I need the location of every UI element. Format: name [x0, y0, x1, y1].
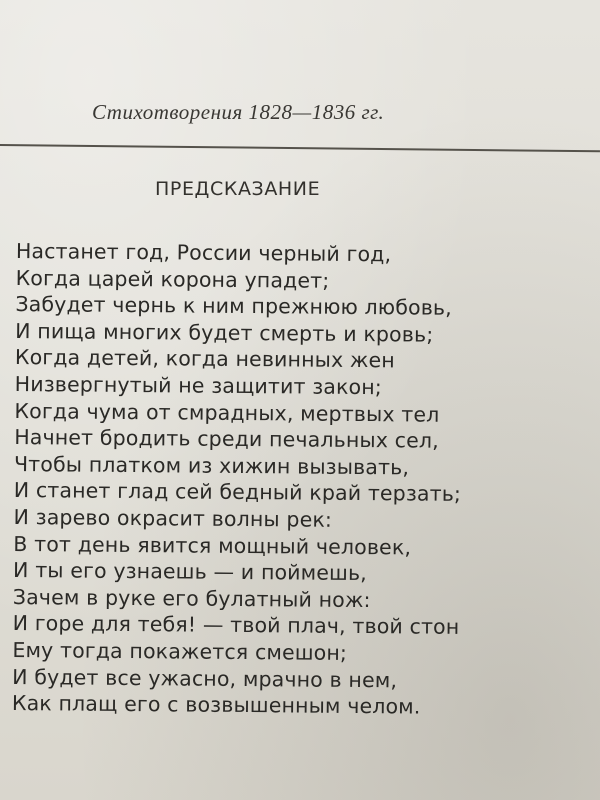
poem-line: И горе для тебя! — твой плач, твой стон: [12, 611, 460, 640]
poem-line: И зарево окрасит волны рек:: [13, 504, 333, 532]
poem-line: Зачем в руке его булатный нож:: [12, 584, 371, 612]
poem-line: Когда детей, когда невинных жен: [14, 345, 396, 373]
poem-body: [12, 238, 596, 722]
poem-line: Ему тогда покажется смешон;: [12, 637, 348, 665]
poem-title: ПРЕДСКАЗАНИЕ: [155, 178, 321, 200]
poem-line: Настанет год, России черный год,: [15, 238, 392, 267]
poem-line: И будет все ужасно, мрачно в нем,: [12, 664, 398, 692]
poem-line: Низвергнутый не защитит закон;: [14, 371, 382, 400]
poem-line: И ты его узнаешь — и поймешь,: [12, 558, 368, 586]
header-rule: [0, 144, 600, 152]
poem-line: Чтобы платком из хижин вызывать,: [13, 451, 410, 480]
poem-line: Когда царей корона упадет;: [15, 265, 330, 293]
poem-line: В тот день явится мощный человек,: [13, 531, 412, 559]
running-header: Стихотворения 1828—1836 гг.: [92, 100, 385, 124]
poem-line: Забудет чернь к ним прежнюю любовь,: [15, 292, 452, 320]
poem-line: И пища многих будет смерть и кровь;: [15, 318, 434, 347]
poem-line: Когда чума от смрадных, мертвых тел: [14, 398, 440, 427]
poem-line: Начнет бродить среди печальных сел,: [14, 425, 439, 453]
poem-line: Как плащ его с возвышенным челом.: [11, 691, 421, 719]
poem-line: И станет глад сей бедный край терзать;: [13, 478, 462, 507]
